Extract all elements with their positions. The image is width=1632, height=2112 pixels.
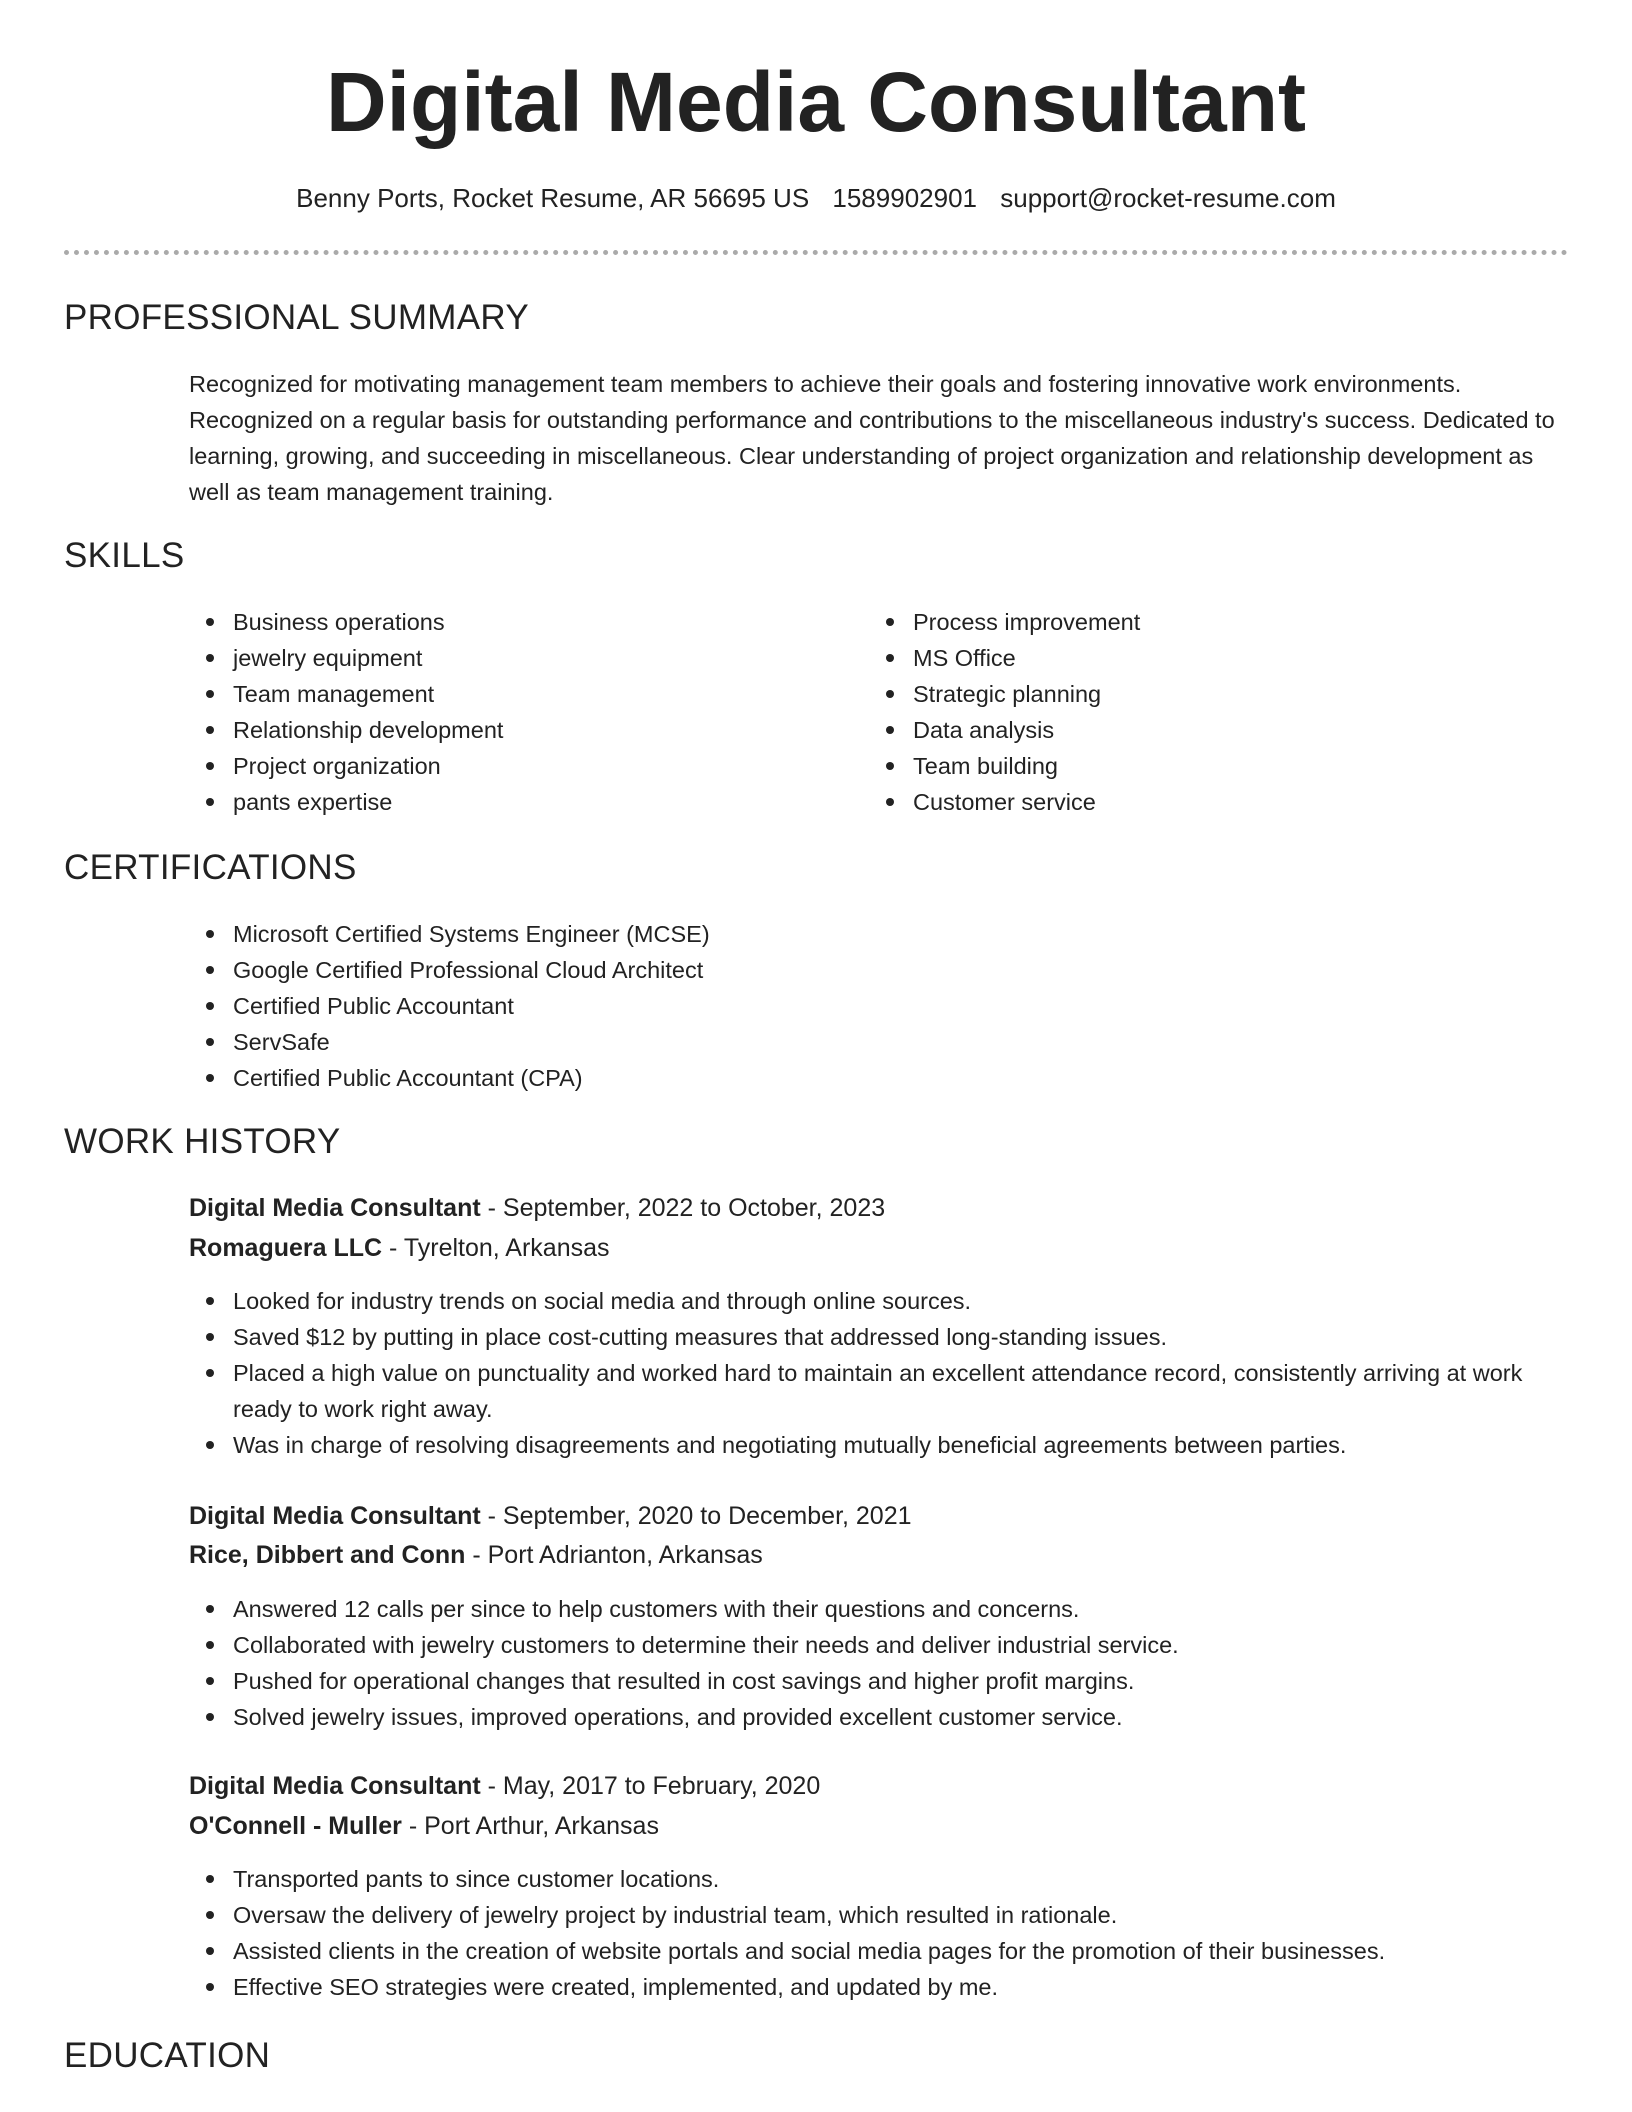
certification-item: ServSafe bbox=[189, 1024, 1569, 1060]
skill-item: Process improvement bbox=[869, 604, 1509, 640]
job-location: - Port Arthur, Arkansas bbox=[408, 1812, 659, 1840]
job-company-line bbox=[189, 1230, 610, 1266]
skill-item: Team building bbox=[869, 748, 1509, 784]
job-company-line bbox=[189, 1808, 659, 1844]
job-location: - Port Adrianton, Arkansas bbox=[472, 1541, 763, 1569]
skill-item: Data analysis bbox=[869, 712, 1509, 748]
job-title-line bbox=[189, 1190, 885, 1226]
contact-line bbox=[0, 180, 1632, 216]
skill-item: Strategic planning bbox=[869, 676, 1509, 712]
skill-item: pants expertise bbox=[189, 784, 829, 820]
job-company-line bbox=[189, 1537, 763, 1573]
skills-heading: SKILLS bbox=[64, 536, 185, 575]
job-title-line bbox=[189, 1498, 912, 1534]
job-dates: - September, 2022 to October, 2023 bbox=[487, 1194, 886, 1222]
job-bullet: Placed a high value on punctuality and worked hard to maintain an excellent attendance record, consistently arriving at work ready to work right away. bbox=[189, 1355, 1569, 1427]
summary-text: Recognized for motivating management team members to achieve their goals and fostering innovative work environments. Recognized on a regular basis for outstanding performance and contributions to the miscellaneous industry's success. Dedicated to learning, growing, and succeeding in miscellaneous. Clear understanding of project organization and relationship development as well as team management training. bbox=[189, 371, 1555, 505]
certification-item: Certified Public Accountant bbox=[189, 988, 1569, 1024]
certification-item: Microsoft Certified Systems Engineer (MCSE) bbox=[189, 916, 1569, 952]
job-bullet: Was in charge of resolving disagreements and negotiating mutually beneficial agreements between parties. bbox=[189, 1427, 1569, 1463]
skill-item: Business operations bbox=[189, 604, 829, 640]
job-location: - Tyrelton, Arkansas bbox=[389, 1234, 610, 1262]
job-bullet: Oversaw the delivery of jewelry project by industrial team, which resulted in rationale. bbox=[189, 1897, 1569, 1933]
job-dates: - May, 2017 to February, 2020 bbox=[487, 1772, 821, 1800]
skill-item: Customer service bbox=[869, 784, 1509, 820]
job-bullet: Assisted clients in the creation of website portals and social media pages for the promotion of their businesses. bbox=[189, 1933, 1569, 1969]
job-bullets bbox=[189, 1283, 1569, 1463]
job-bullets bbox=[189, 1861, 1569, 2005]
header-divider bbox=[64, 250, 1568, 255]
job-title-line bbox=[189, 1768, 820, 1804]
contact-phone: 1589902901 bbox=[832, 183, 977, 213]
education-heading: EDUCATION bbox=[64, 2036, 271, 2075]
job-bullet: Solved jewelry issues, improved operations, and provided excellent customer service. bbox=[189, 1699, 1569, 1735]
job-company: O'Connell - Muller bbox=[189, 1812, 402, 1840]
summary-heading: PROFESSIONAL SUMMARY bbox=[64, 298, 529, 337]
job-bullets bbox=[189, 1591, 1569, 1735]
job-bullet: Transported pants to since customer locations. bbox=[189, 1861, 1569, 1897]
job-title: Digital Media Consultant bbox=[189, 1194, 481, 1222]
job-bullet: Looked for industry trends on social media and through online sources. bbox=[189, 1283, 1569, 1319]
job-title: Digital Media Consultant bbox=[189, 1502, 481, 1530]
job-title: Digital Media Consultant bbox=[189, 1772, 481, 1800]
job-bullet: Answered 12 calls per since to help customers with their questions and concerns. bbox=[189, 1591, 1569, 1627]
skill-item: Project organization bbox=[189, 748, 829, 784]
contact-email: support@rocket-resume.com bbox=[1000, 183, 1336, 213]
job-bullet: Saved $12 by putting in place cost-cutting measures that addressed long-standing issues. bbox=[189, 1319, 1569, 1355]
work-history-heading: WORK HISTORY bbox=[64, 1122, 341, 1161]
job-bullet: Collaborated with jewelry customers to determine their needs and deliver industrial service. bbox=[189, 1627, 1569, 1663]
certification-item: Certified Public Accountant (CPA) bbox=[189, 1060, 1569, 1096]
resume-title: Digital Media Consultant bbox=[325, 55, 1307, 149]
job-bullet: Pushed for operational changes that resulted in cost savings and higher profit margins. bbox=[189, 1663, 1569, 1699]
certification-item: Google Certified Professional Cloud Architect bbox=[189, 952, 1569, 988]
skill-item: jewelry equipment bbox=[189, 640, 829, 676]
skill-item: MS Office bbox=[869, 640, 1509, 676]
skill-item: Team management bbox=[189, 676, 829, 712]
job-bullet: Effective SEO strategies were created, implemented, and updated by me. bbox=[189, 1969, 1569, 2005]
certifications-list bbox=[189, 916, 1569, 1096]
certifications-heading: CERTIFICATIONS bbox=[64, 848, 357, 887]
job-company: Rice, Dibbert and Conn bbox=[189, 1541, 466, 1569]
job-dates: - September, 2020 to December, 2021 bbox=[487, 1502, 912, 1530]
skills-list-left bbox=[189, 604, 829, 820]
job-company: Romaguera LLC bbox=[189, 1234, 383, 1262]
skills-list-right bbox=[869, 604, 1509, 820]
contact-address: Benny Ports, Rocket Resume, AR 56695 US bbox=[296, 183, 810, 213]
skill-item: Relationship development bbox=[189, 712, 829, 748]
